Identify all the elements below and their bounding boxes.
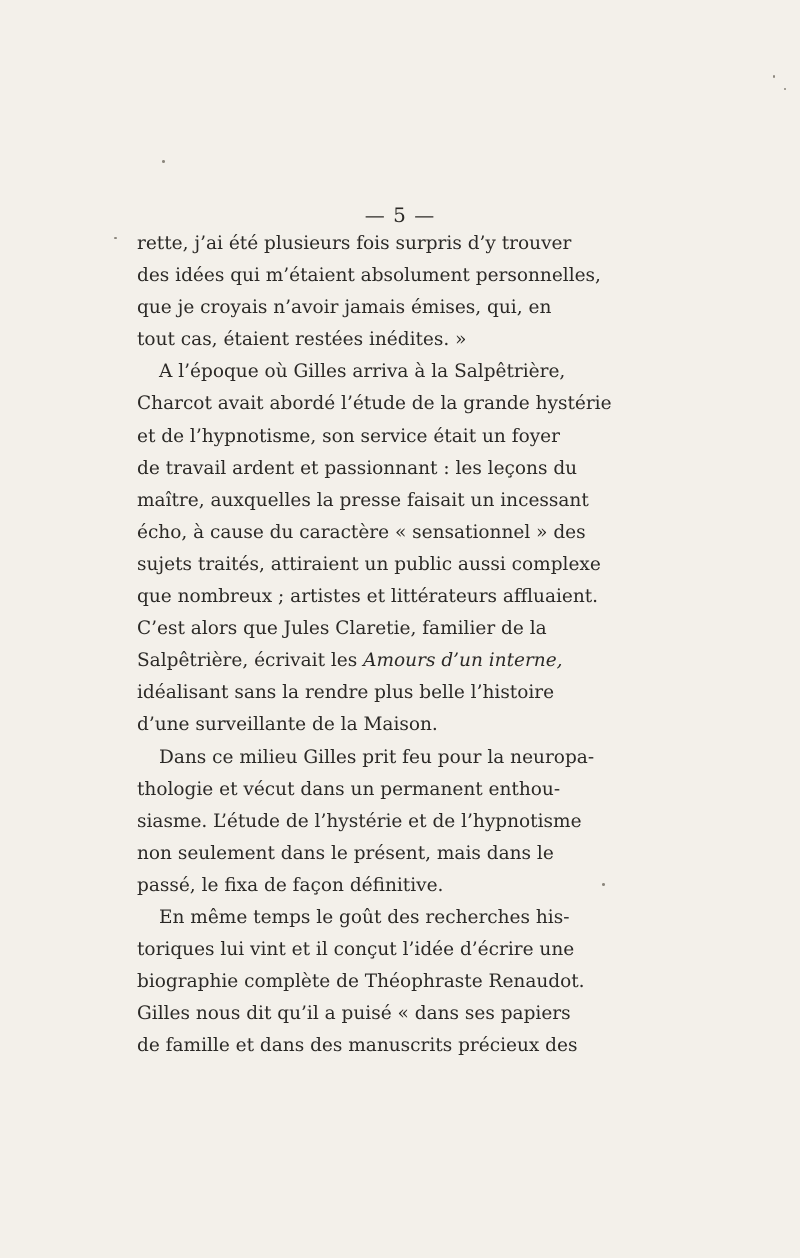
- text-line: A l’époque où Gilles arriva à la Salpêtrière,: [159, 361, 566, 383]
- text-line: maître, auxquelles la presse faisait un incessant: [137, 489, 589, 511]
- paper-speck: [602, 883, 605, 886]
- text-line: toriques lui vint et il conçut l’idée d’écrire une: [137, 939, 575, 961]
- text-line: de famille et dans des manuscrits précieux des: [137, 1035, 578, 1057]
- text-line: siasme. L’étude de l’hystérie et de l’hypnotisme: [137, 810, 582, 832]
- text-line: Gilles nous dit qu’il a puisé « dans ses papiers: [137, 1003, 571, 1025]
- text-line: que je croyais n’avoir jamais émises, qui, en: [137, 297, 552, 319]
- text-line: En même temps le goût des recherches his-: [159, 906, 570, 928]
- book-title: Amours d’un interne,: [363, 650, 563, 672]
- text-line: passé, le fixa de façon définitive.: [137, 874, 444, 896]
- paper-speck: [773, 75, 775, 78]
- text-line: écho, à cause du caractère « sensationnel » des: [137, 521, 586, 543]
- text-line: thologie et vécut dans un permanent enthou-: [137, 778, 561, 800]
- text-line: biographie complète de Théophraste Renaudot.: [137, 971, 585, 993]
- text-line: idéalisant sans la rendre plus belle l’histoire: [137, 682, 555, 704]
- text-line: Dans ce milieu Gilles prit feu pour la neuropa-: [159, 746, 595, 768]
- text-span: Salpêtrière, écrivait les: [137, 650, 364, 672]
- paper-speck: [114, 237, 117, 239]
- text-line: [137, 645, 563, 677]
- body-text: [137, 228, 612, 1062]
- text-line: tout cas, étaient restées inédites. »: [137, 329, 467, 351]
- text-line: C’est alors que Jules Claretie, familier de la: [137, 618, 547, 640]
- text-line: non seulement dans le présent, mais dans le: [137, 842, 554, 864]
- text-line: que nombreux ; artistes et littérateurs affluaient.: [137, 586, 599, 608]
- text-line: rette, j’ai été plusieurs fois surpris d’y trouver: [137, 233, 572, 254]
- text-line: Charcot avait abordé l’étude de la grande hystérie: [137, 393, 612, 415]
- text-line: de travail ardent et passionnant : les leçons du: [137, 457, 578, 479]
- text-line: sujets traités, attiraient un public aussi complexe: [137, 553, 601, 575]
- text-line: d’une surveillante de la Maison.: [137, 714, 438, 736]
- text-line: et de l’hypnotisme, son service était un foyer: [137, 425, 560, 447]
- text-line: des idées qui m’étaient absolument personnelles,: [137, 265, 601, 287]
- paper-speck: [784, 88, 786, 90]
- paper-speck: [162, 160, 165, 163]
- page-number: — 5 —: [364, 203, 436, 227]
